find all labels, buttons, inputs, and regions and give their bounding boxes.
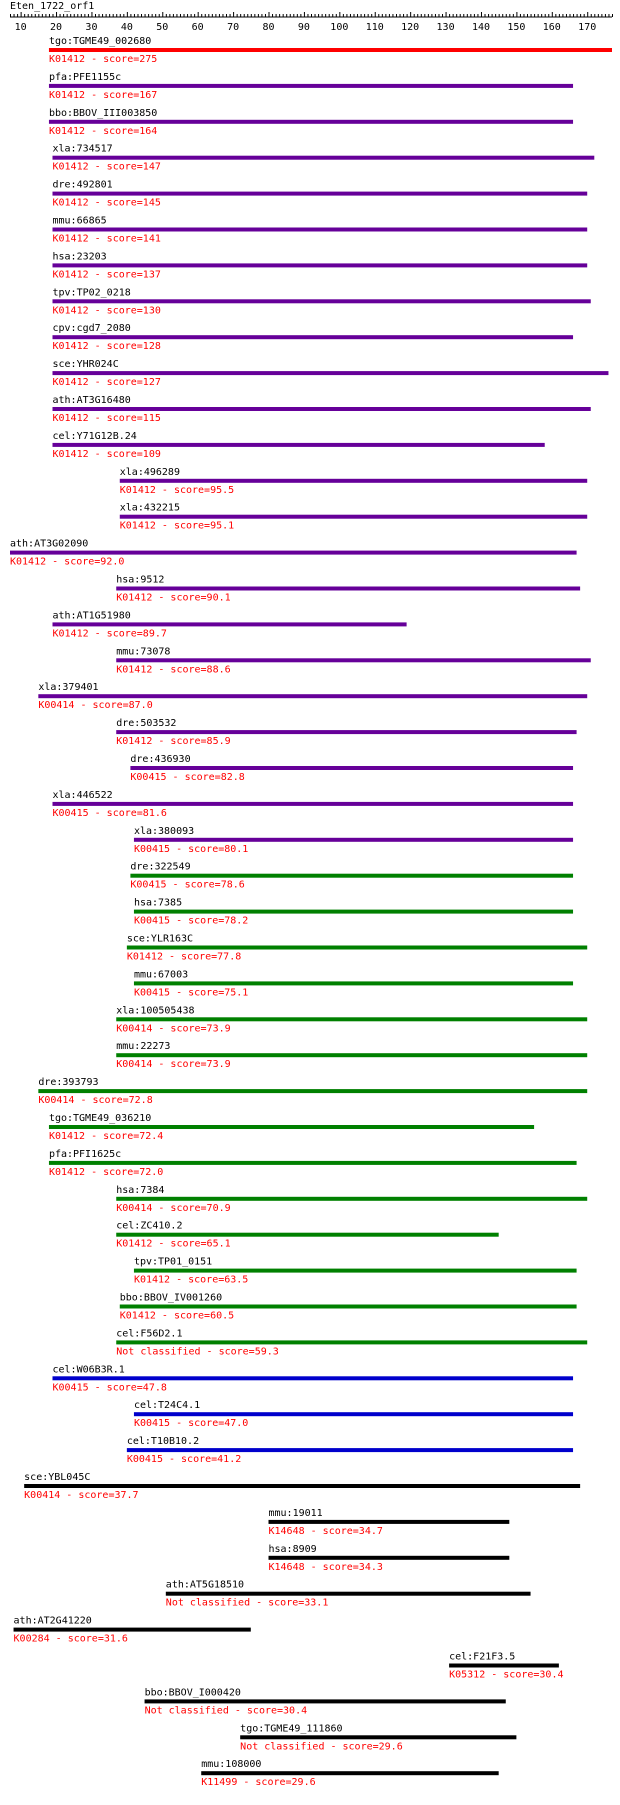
hit-name-link[interactable]: pfa:PFI1625c <box>48 1148 122 1160</box>
hit-row[interactable] <box>116 646 591 675</box>
hit-row[interactable] <box>38 682 587 711</box>
axis-tick-label: 80 <box>262 22 275 33</box>
hit-name-link[interactable]: ath:AT5G18510 <box>165 1579 245 1591</box>
hit-name-link[interactable]: xla:432215 <box>119 502 180 514</box>
hit-name-link[interactable]: mmu:19011 <box>268 1507 323 1519</box>
hit-row[interactable] <box>134 969 573 998</box>
hit-alignment-bar[interactable] <box>52 802 573 806</box>
hit-name-link[interactable]: mmu:73078 <box>116 646 171 658</box>
hit-score-label: K01412 - score=85.9 <box>116 736 231 748</box>
hit-score-label: K01412 - score=77.8 <box>126 951 242 963</box>
hit-score-label: K01412 - score=95.5 <box>119 484 235 496</box>
hit-name-link[interactable]: hsa:7384 <box>116 1184 165 1196</box>
hit-row[interactable] <box>449 1652 563 1681</box>
hit-score-label: K01412 - score=109 <box>52 448 161 460</box>
hit-alignment-bar[interactable] <box>130 874 573 878</box>
hit-alignment-bar[interactable] <box>52 335 573 339</box>
hit-score-label: K00415 - score=80.1 <box>133 843 249 855</box>
hit-alignment-bar[interactable] <box>116 1053 587 1057</box>
hit-name-link[interactable]: bbo:BBOV_IV001260 <box>119 1292 223 1304</box>
hit-score-label: K00414 - score=87.0 <box>38 700 153 712</box>
hit-score-label: K14648 - score=34.3 <box>268 1561 383 1573</box>
hit-score-label: K01412 - score=145 <box>52 197 161 209</box>
hit-row[interactable] <box>116 1005 587 1034</box>
hit-row[interactable] <box>134 1400 573 1429</box>
hit-row[interactable] <box>52 251 587 280</box>
axis-tick-label: 150 <box>507 22 526 33</box>
hit-alignment-bar[interactable] <box>52 156 594 160</box>
axis-tick-label: 40 <box>120 22 133 33</box>
hit-row[interactable] <box>52 323 573 352</box>
hit-name-link[interactable]: hsa:23203 <box>52 251 107 263</box>
hit-name-link[interactable]: dre:322549 <box>130 861 191 873</box>
hit-row[interactable] <box>201 1759 498 1788</box>
axis-tick-label: 130 <box>436 22 455 33</box>
hit-name-link[interactable]: xla:380093 <box>133 825 195 837</box>
hit-score-label: Not classified - score=59.3 <box>116 1346 279 1358</box>
hit-row[interactable] <box>116 575 580 604</box>
hit-row[interactable] <box>130 754 573 783</box>
hit-alignment-bar[interactable] <box>269 1556 510 1560</box>
hit-score-label: K01412 - score=90.1 <box>116 592 231 604</box>
hit-alignment-bar[interactable] <box>120 515 587 519</box>
hit-alignment-bar[interactable] <box>166 1592 531 1596</box>
hit-row[interactable] <box>166 1580 531 1609</box>
hit-score-label: K14648 - score=34.7 <box>268 1525 383 1537</box>
hit-row[interactable] <box>49 72 573 101</box>
hit-row[interactable] <box>145 1687 506 1716</box>
hit-alignment-bar[interactable] <box>38 694 587 698</box>
axis-tick-label: 10 <box>14 22 27 33</box>
hit-name-link[interactable]: bbo:BBOV_I000420 <box>144 1687 241 1699</box>
hit-row[interactable] <box>120 503 587 532</box>
hit-alignment-bar[interactable] <box>127 946 587 950</box>
hit-score-label: K00414 - score=73.9 <box>116 1059 231 1071</box>
hit-name-link[interactable]: tgo:TGME49_036210 <box>48 1113 152 1124</box>
hit-row[interactable] <box>49 1149 577 1178</box>
hit-alignment-bar[interactable] <box>449 1664 559 1668</box>
hit-row[interactable] <box>116 1221 498 1250</box>
hit-name-link[interactable]: cel:T24C4.1 <box>133 1400 201 1412</box>
hit-name-link[interactable]: dre:436930 <box>130 754 191 765</box>
hit-name-link[interactable]: cel:F56D2.1 <box>116 1328 183 1340</box>
hit-alignment-bar[interactable] <box>201 1771 498 1775</box>
hit-alignment-bar[interactable] <box>52 443 544 447</box>
hit-name-link[interactable]: dre:492801 <box>52 179 113 191</box>
hit-name-link[interactable]: hsa:8909 <box>268 1543 317 1555</box>
axis-tick-label: 30 <box>85 22 98 33</box>
axis-tick-label: 20 <box>50 22 63 33</box>
hit-alignment-bar[interactable] <box>145 1699 506 1703</box>
hit-row[interactable] <box>127 934 587 963</box>
hit-score-label: K00415 - score=78.6 <box>130 879 245 891</box>
hit-score-label: K01412 - score=167 <box>48 89 158 101</box>
hit-name-link[interactable]: hsa:7385 <box>133 897 183 909</box>
hit-alignment-bar[interactable] <box>52 228 587 232</box>
hit-alignment-bar[interactable] <box>134 838 573 842</box>
hit-row[interactable] <box>52 144 594 173</box>
hit-alignment-bar[interactable] <box>52 622 406 626</box>
hit-alignment-bar[interactable] <box>52 371 608 375</box>
hit-score-label: K01412 - score=164 <box>48 125 158 137</box>
axis-tick-label: 160 <box>542 22 561 33</box>
hit-name-link[interactable]: sce:YLR163C <box>126 933 194 945</box>
hit-name-link[interactable]: tgo:TGME49_111860 <box>240 1723 343 1735</box>
hit-alignment-bar[interactable] <box>116 1340 587 1344</box>
hit-alignment-bar[interactable] <box>240 1735 516 1739</box>
hit-score-label: K00415 - score=81.6 <box>52 807 167 819</box>
hit-row[interactable] <box>52 610 406 639</box>
hit-alignment-bar[interactable] <box>49 84 573 88</box>
hit-row[interactable] <box>120 467 587 496</box>
hit-name-link[interactable]: mmu:108000 <box>201 1759 262 1771</box>
hit-name-link[interactable]: tpv:TP01_0151 <box>133 1256 213 1268</box>
hit-row[interactable] <box>38 1077 587 1106</box>
hit-row[interactable] <box>120 1293 577 1322</box>
hit-alignment-bar[interactable] <box>52 407 590 411</box>
hit-name-link[interactable]: cel:ZC410.2 <box>116 1220 183 1232</box>
hit-score-label: K00414 - score=70.9 <box>116 1202 231 1214</box>
hit-name-link[interactable]: sce:YBL045C <box>24 1472 91 1483</box>
hit-alignment-bar[interactable] <box>52 263 587 267</box>
axis-tick-label: 120 <box>401 22 420 33</box>
hit-name-link[interactable]: xla:379401 <box>38 682 99 694</box>
axis-tick-label: 60 <box>191 22 204 33</box>
hit-score-label: K00415 - score=75.1 <box>133 987 249 999</box>
hit-name-link[interactable]: cpv:cgd7_2080 <box>52 323 131 335</box>
hit-alignment-bar[interactable] <box>116 1017 587 1021</box>
hit-name-link[interactable]: hsa:9512 <box>116 574 165 586</box>
hit-alignment-bar[interactable] <box>127 1448 573 1452</box>
hit-name-link[interactable]: cel:F21F3.5 <box>449 1651 516 1663</box>
hit-name-link[interactable]: pfa:PFE1155c <box>48 71 122 83</box>
hit-alignment-bar[interactable] <box>116 587 580 591</box>
axis-tick-label: 110 <box>365 22 384 33</box>
hit-alignment-bar[interactable] <box>52 299 590 303</box>
hit-alignment-bar[interactable] <box>52 192 587 196</box>
hit-score-label: K01412 - score=127 <box>52 377 161 389</box>
hit-row[interactable] <box>240 1723 516 1752</box>
hit-name-link[interactable]: sce:YHR024C <box>52 359 119 371</box>
hit-name-link[interactable]: mmu:66865 <box>52 215 107 227</box>
hit-score-label: K01412 - score=92.0 <box>10 556 125 568</box>
hit-score-label: K00414 - score=37.7 <box>24 1490 139 1501</box>
hit-score-label: K00415 - score=47.8 <box>52 1382 167 1394</box>
hit-name-link[interactable]: xla:496289 <box>119 466 180 478</box>
hit-row[interactable] <box>116 1041 587 1070</box>
hit-row[interactable] <box>52 216 587 245</box>
hit-score-label: K01412 - score=72.4 <box>48 1131 164 1142</box>
axis-tick-label: 90 <box>297 22 310 33</box>
hit-row[interactable] <box>134 826 573 855</box>
hit-row[interactable] <box>116 718 576 747</box>
hit-score-label: Not classified - score=33.1 <box>165 1597 329 1609</box>
hit-score-label: K00414 - score=72.8 <box>38 1095 153 1107</box>
axis-tick-label: 50 <box>156 22 169 33</box>
hit-alignment-bar[interactable] <box>116 658 591 662</box>
hit-row[interactable] <box>134 1257 577 1286</box>
hit-score-label: K00415 - score=47.0 <box>133 1418 249 1430</box>
hit-score-label: K01412 - score=60.5 <box>119 1310 235 1322</box>
hit-name-link[interactable]: tgo:TGME49_002680 <box>48 36 152 47</box>
hit-alignment-bar[interactable] <box>269 1520 510 1524</box>
hit-alignment-bar[interactable] <box>14 1628 251 1632</box>
hit-score-label: K01412 - score=63.5 <box>133 1274 249 1286</box>
hit-score-label: K01412 - score=72.0 <box>48 1166 164 1178</box>
hit-score-label: K01412 - score=128 <box>52 341 161 353</box>
hit-row[interactable] <box>10 539 577 568</box>
position-axis <box>10 12 613 33</box>
hit-alignment-bar[interactable] <box>120 479 587 483</box>
hit-row[interactable] <box>24 1472 580 1501</box>
hit-name-link[interactable]: xla:734517 <box>52 143 113 155</box>
axis-tick-label: 140 <box>471 22 491 33</box>
hit-alignment-bar[interactable] <box>49 48 612 52</box>
hit-row[interactable] <box>49 1113 534 1142</box>
hit-name-link[interactable]: xla:446522 <box>52 789 113 801</box>
hit-alignment-bar[interactable] <box>134 1412 573 1416</box>
hit-row[interactable] <box>130 862 573 891</box>
hit-row[interactable] <box>52 1364 573 1393</box>
hit-score-label: K00415 - score=78.2 <box>133 915 249 927</box>
hit-name-link[interactable]: cel:Y71G12B.24 <box>52 430 137 442</box>
hit-alignment-bar[interactable] <box>134 981 573 985</box>
hit-score-label: K01412 - score=89.7 <box>52 628 167 640</box>
hit-score-label: K01412 - score=130 <box>52 305 161 317</box>
query-title: Eten_1722_orf1 <box>10 1 95 12</box>
hit-row[interactable] <box>49 36 612 65</box>
hit-row[interactable] <box>52 287 590 316</box>
axis-tick-label: 100 <box>330 22 349 33</box>
hit-name-link[interactable]: xla:100505438 <box>116 1005 195 1017</box>
hit-alignment-bar[interactable] <box>116 1233 498 1237</box>
hit-score-label: K11499 - score=29.6 <box>201 1777 316 1789</box>
hit-name-link[interactable]: mmu:67003 <box>133 969 189 981</box>
hit-name-link[interactable]: tpv:TP02_0218 <box>52 287 131 299</box>
hit-row[interactable] <box>14 1616 251 1645</box>
axis-tick-label: 170 <box>578 22 597 33</box>
hit-score-label: K01412 - score=95.1 <box>119 520 235 532</box>
hit-score-label: Not classified - score=29.6 <box>240 1741 403 1753</box>
hit-alignment-bar[interactable] <box>130 766 573 770</box>
hit-alignment-bar[interactable] <box>24 1484 580 1488</box>
hit-name-link[interactable]: bbo:BBOV_III003850 <box>48 107 158 119</box>
hit-row[interactable] <box>52 359 608 388</box>
hit-score-label: K01412 - score=275 <box>48 54 158 65</box>
hit-row[interactable] <box>52 790 573 819</box>
hit-row[interactable] <box>52 431 544 460</box>
hit-score-label: K00415 - score=82.8 <box>130 772 245 783</box>
hit-row[interactable] <box>269 1508 510 1537</box>
hit-name-link[interactable]: dre:393793 <box>38 1077 99 1089</box>
hit-alignment-bar[interactable] <box>134 910 573 914</box>
hit-score-label: K01412 - score=147 <box>52 161 161 173</box>
hit-row[interactable] <box>127 1436 573 1465</box>
axis-tick-label: 70 <box>227 22 240 33</box>
hit-alignment-bar[interactable] <box>38 1089 587 1093</box>
hit-score-label: K00414 - score=73.9 <box>116 1023 231 1035</box>
hit-score-label: K01412 - score=88.6 <box>116 664 231 676</box>
hit-row[interactable] <box>116 1328 587 1357</box>
hit-name-link[interactable]: ath:AT3G02090 <box>10 538 89 550</box>
hit-row[interactable] <box>116 1185 587 1214</box>
hit-alignment-bar[interactable] <box>49 1125 534 1129</box>
hit-score-label: K05312 - score=30.4 <box>449 1669 564 1681</box>
hit-alignment-bar[interactable] <box>116 730 576 734</box>
hit-row[interactable] <box>49 108 573 137</box>
hit-name-link[interactable]: ath:AT2G41220 <box>13 1615 92 1627</box>
hit-name-link[interactable]: cel:W06B3R.1 <box>52 1364 125 1376</box>
hit-score-label: K01412 - score=115 <box>52 413 161 424</box>
hit-alignment-bar[interactable] <box>116 1197 587 1201</box>
hit-alignment-bar[interactable] <box>52 1376 573 1380</box>
hit-list <box>10 36 612 1788</box>
hit-row[interactable] <box>269 1544 510 1573</box>
hit-score-label: K00415 - score=41.2 <box>126 1454 242 1466</box>
hit-row[interactable] <box>134 898 573 927</box>
hit-name-link[interactable]: ath:AT1G51980 <box>52 610 131 622</box>
hit-name-link[interactable]: ath:AT3G16480 <box>52 395 131 406</box>
hit-score-label: K01412 - score=141 <box>52 233 161 245</box>
hit-score-label: Not classified - score=30.4 <box>144 1705 308 1717</box>
hit-name-link[interactable]: dre:503532 <box>116 718 177 730</box>
hit-alignment-bar[interactable] <box>120 1305 577 1309</box>
hit-name-link[interactable]: cel:T10B10.2 <box>126 1436 200 1448</box>
hit-score-label: K00284 - score=31.6 <box>13 1633 128 1645</box>
hit-alignment-bar[interactable] <box>49 120 573 124</box>
hit-alignment-bar[interactable] <box>134 1269 577 1273</box>
hit-score-label: K01412 - score=137 <box>52 269 161 281</box>
hit-row[interactable] <box>52 180 587 209</box>
hit-row[interactable] <box>52 395 590 424</box>
hit-name-link[interactable]: mmu:22273 <box>116 1041 171 1053</box>
hit-score-label: K01412 - score=65.1 <box>116 1238 231 1250</box>
hit-alignment-bar[interactable] <box>49 1161 577 1165</box>
hit-alignment-bar[interactable] <box>10 551 577 555</box>
